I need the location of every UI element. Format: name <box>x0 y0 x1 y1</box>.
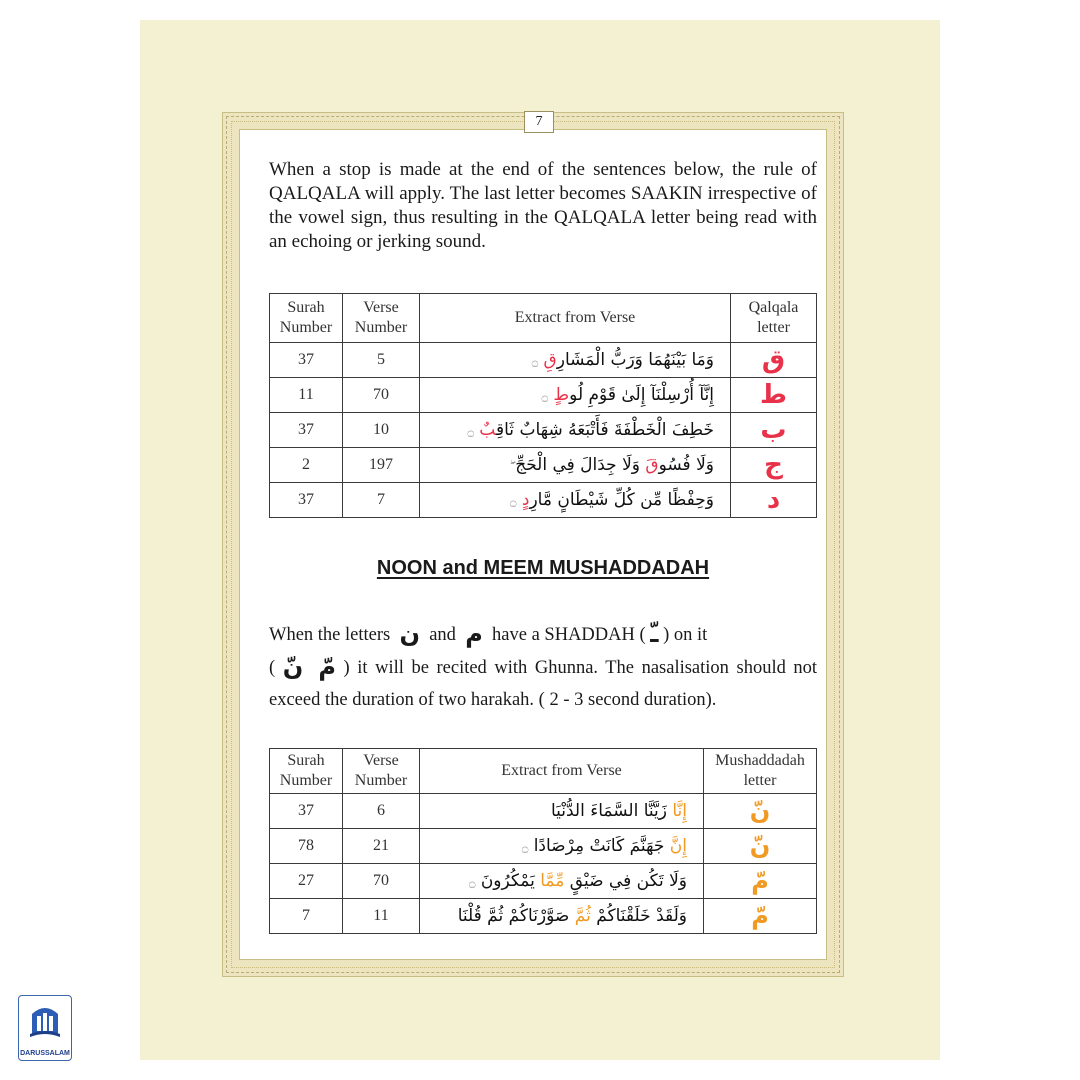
surah-number: 37 <box>270 794 343 829</box>
verse-extract: وَلَا فُسُوقَ وَلَا جِدَالَ فِي الْحَجِّ <box>420 448 731 483</box>
verse-extract: وَلَا تَكُن فِي ضَيْقٍ مِّمَّا يَمْكُرُونَ ۝ <box>420 864 704 899</box>
header-surah-number: Surah Number <box>270 294 343 343</box>
intro-paragraph: When a stop is made at the end of the sentences below, the rule of QALQALA will apply. The last letter becomes SAAKIN irrespective of the vowel sign, thus resulting in the QALQALA letter being read with an echoing or jerking sound. <box>269 159 817 252</box>
mushaddadah-table-header <box>270 749 817 794</box>
verse-number: 6 <box>343 794 420 829</box>
verse-number: 70 <box>343 378 420 413</box>
highlighted-word: إِنَّ <box>669 836 687 856</box>
verse-number: 7 <box>343 483 420 518</box>
highlighted-letter: قَ <box>645 455 659 475</box>
verse-number: 70 <box>343 864 420 899</box>
mosque-book-icon <box>28 1000 62 1038</box>
mushaddadah-letter: نّ <box>704 829 817 864</box>
verse-extract: إِنَّا زَيَّنَّا السَّمَاءَ الدُّنْيَا <box>420 794 704 829</box>
ayah-end-icon: ۝ <box>510 495 517 508</box>
table-row <box>270 899 817 934</box>
shaddah-sign: ـ <box>650 620 659 648</box>
header-mushaddadah-letter: Mushaddadah letter <box>704 749 817 794</box>
qalqala-letter: ط <box>731 378 817 413</box>
section-title: NOON and MEEM MUSHADDADAH <box>376 557 710 579</box>
surah-number: 27 <box>270 864 343 899</box>
table-row <box>270 413 817 448</box>
qalqala-letter: ق <box>731 343 817 378</box>
verse-number: 21 <box>343 829 420 864</box>
header-extract: Extract from Verse <box>420 749 704 794</box>
verse-extract: خَطِفَ الْخَطْفَةَ فَأَتْبَعَهُ شِهَابٌ ثَاقِبٌ ۝ <box>420 413 731 448</box>
table-row <box>270 829 817 864</box>
verse-extract: وَلَقَدْ خَلَقْنَاكُمْ ثُمَّ صَوَّرْنَاكُمْ ثُمَّ قُلْنَا <box>420 899 704 934</box>
logo-text: DARUSSALAM <box>20 1050 70 1057</box>
table-row <box>270 343 817 378</box>
mushaddadah-table <box>269 748 817 934</box>
ayah-end-icon: ۝ <box>521 841 529 854</box>
page-number: 7 <box>524 111 554 133</box>
header-extract: Extract from Verse <box>420 294 731 343</box>
surah-number: 2 <box>270 448 343 483</box>
highlighted-word: إِنَّا <box>672 801 687 821</box>
noon-meem-paragraph: When the letters ن and م have a SHADDAH ( ـ ) on it ( مّ نّ ) it will be recited with Ghunna. The nasalisation should not exceed the duration of two harakah. ( 2 - 3 second duration). <box>269 620 818 710</box>
mushaddadah-letter: مّ <box>704 899 817 934</box>
letter-meem: م <box>465 620 483 648</box>
verse-number: 197 <box>343 448 420 483</box>
verse-extract: وَمَا بَيْنَهُمَا وَرَبُّ الْمَشَارِقِ ۝ <box>420 343 731 378</box>
highlighted-word: ثُمَّ <box>574 906 591 926</box>
highlighted-letter: طٍ <box>553 385 570 405</box>
surah-number: 7 <box>270 899 343 934</box>
highlighted-letter: دٍ <box>521 490 530 510</box>
verse-extract: إِنَّ جَهَنَّمَ كَانَتْ مِرْصَادًا ۝ <box>420 829 704 864</box>
ayah-end-icon: ۝ <box>467 425 474 438</box>
highlighted-letter: بٌ <box>479 420 496 440</box>
ayah-end-icon: ۝ <box>541 390 549 403</box>
mushaddadah-letter: نّ <box>704 794 817 829</box>
example-meem-shaddah: مّ <box>318 653 336 681</box>
verse-extract: إِنَّآ أُرْسِلْنَآ إِلَىٰ قَوْمِ لُوطٍ ۝ <box>420 378 731 413</box>
surah-number: 78 <box>270 829 343 864</box>
table-row <box>270 483 817 518</box>
header-qalqala-letter: Qalqala letter <box>731 294 817 343</box>
table-row <box>270 794 817 829</box>
verse-extract: وَحِفْظًا مِّن كُلِّ شَيْطَانٍ مَّارِدٍ ۝ <box>420 483 731 518</box>
letter-noon: ن <box>399 620 420 648</box>
ayah-end-icon: ۝ <box>468 876 476 889</box>
surah-number: 37 <box>270 343 343 378</box>
header-verse-number: Verse Number <box>343 749 420 794</box>
table-row <box>270 448 817 483</box>
qalqala-letter: د <box>731 483 817 518</box>
surah-number: 11 <box>270 378 343 413</box>
example-noon-shaddah: نّ <box>282 653 304 681</box>
header-surah-number: Surah Number <box>270 749 343 794</box>
qalqala-table-header <box>270 294 817 343</box>
verse-number: 5 <box>343 343 420 378</box>
verse-number: 11 <box>343 899 420 934</box>
header-verse-number: Verse Number <box>343 294 420 343</box>
surah-number: 37 <box>270 413 343 448</box>
qalqala-letter: ب <box>731 413 817 448</box>
ayah-end-icon: ۝ <box>531 355 539 368</box>
qalqala-letter: ج <box>731 448 817 483</box>
mushaddadah-letter: مّ <box>704 864 817 899</box>
table-row <box>270 864 817 899</box>
highlighted-letter: قِ <box>543 350 557 370</box>
surah-number: 37 <box>270 483 343 518</box>
table-row <box>270 378 817 413</box>
highlighted-word: مِّمَّا <box>540 871 565 891</box>
verse-number: 10 <box>343 413 420 448</box>
darussalam-logo <box>18 995 72 1061</box>
qalqala-table <box>269 293 817 518</box>
